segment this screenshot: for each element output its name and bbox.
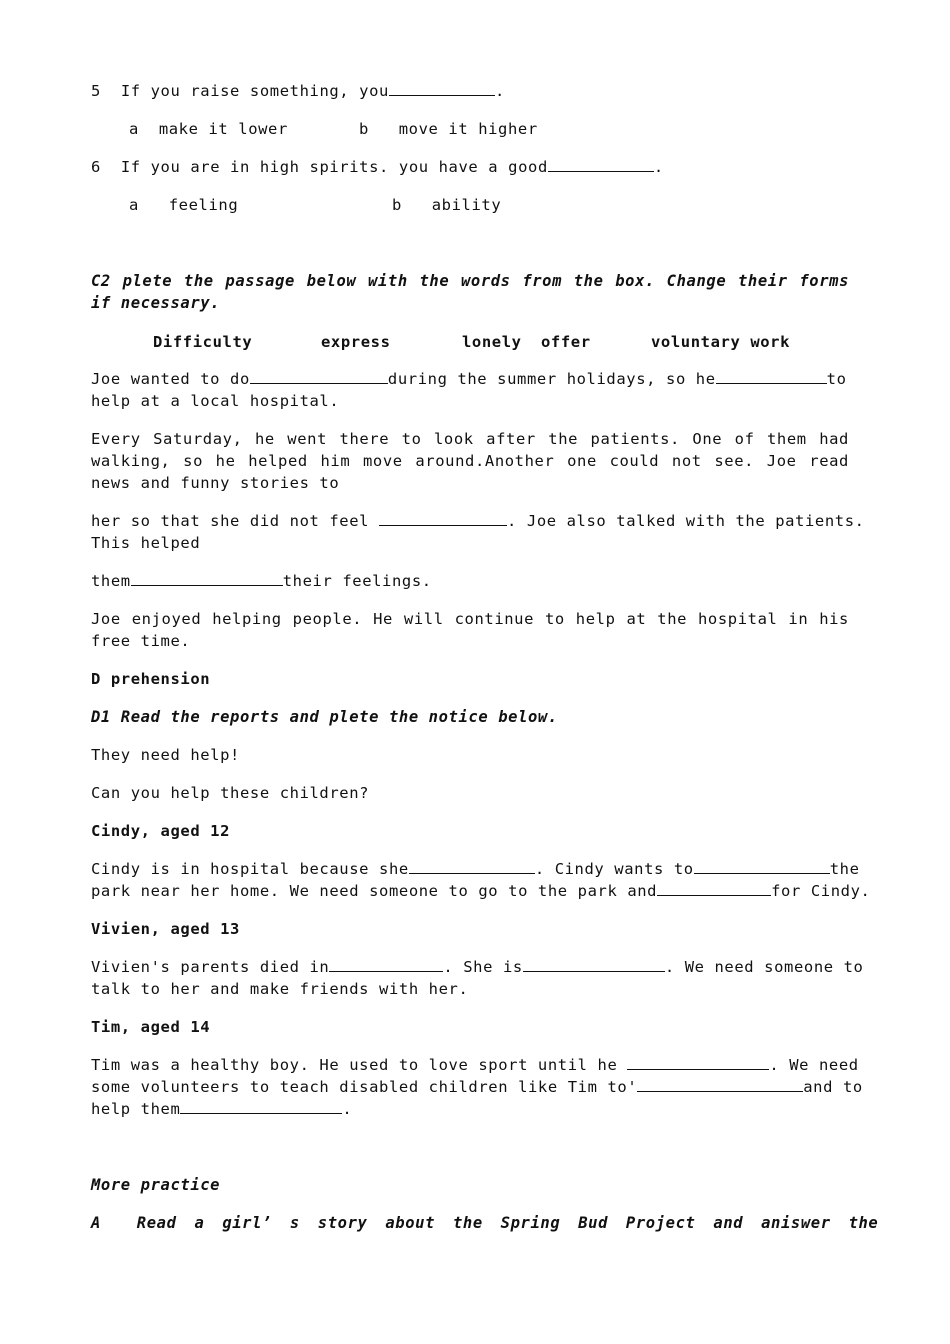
punctuation: . [494,82,505,100]
passage-line [91,510,865,532]
answer-blank[interactable] [329,956,443,972]
answer-blank[interactable] [250,368,388,384]
answer-blank[interactable] [180,1098,342,1114]
text: . She is [443,958,523,976]
question-text: If you are in high spirits. you have a good [120,158,548,176]
option-label: a [129,120,139,138]
question-6 [91,156,849,178]
section-d-heading: D prehension [91,670,211,688]
answer-blank[interactable] [627,1054,769,1070]
report-line [91,1054,859,1076]
d1-instruction: D1 Read the reports and plete the notice below. [91,708,558,726]
text: . We need someone to [664,958,864,976]
text: . [342,1100,353,1118]
more-practice-heading: More practice [91,1176,221,1194]
question-number: 5 [91,82,101,100]
answer-blank[interactable] [657,880,771,896]
text: . We need [769,1056,859,1074]
text: them [91,572,131,590]
text: help them [91,1100,181,1118]
report-line [91,1098,849,1120]
question-text: If you raise something, you [120,82,389,100]
q6-option-b[interactable] [392,194,501,216]
text: her so that she did not feel [91,512,380,530]
answer-blank[interactable] [389,80,495,96]
report-name-tim: Tim, aged 14 [91,1018,211,1036]
box-word: Difficulty [153,333,253,351]
report-line [91,880,871,902]
question-number: 6 [91,158,101,176]
text: and to [803,1078,863,1096]
text: some volunteers to teach disabled children like Tim to' [91,1078,638,1096]
notice-title: They need help! [91,746,240,764]
text: . Joe also talked with the patients. [507,512,865,530]
report-line [91,858,860,880]
notice-subtitle: Can you help these children? [91,784,370,802]
box-word: offer [541,333,591,351]
report-line [91,1076,863,1098]
report-line [91,956,864,978]
text: Vivien's parents died in [91,958,330,976]
answer-blank[interactable] [716,368,827,384]
answer-blank[interactable] [379,510,507,526]
answer-blank[interactable] [409,858,535,874]
text: . Cindy wants to [534,860,694,878]
box-word: voluntary work [651,333,791,351]
box-word: express [321,333,391,351]
report-name-cindy: Cindy, aged 12 [91,822,231,840]
text: during the summer holidays, so he [387,370,716,388]
answer-blank[interactable] [523,956,665,972]
text: park near her home. We need someone to go to the park and [91,882,658,900]
report-name-vivien: Vivien, aged 13 [91,920,240,938]
text: Tim was a healthy boy. He used to love sport until he [91,1056,628,1074]
passage-paragraph: Every Saturday, he went there to look after the patients. One of them had walking, so he helped him move around.Another one could not see. Joe read news and funny stories to [91,430,849,492]
answer-blank[interactable] [694,858,830,874]
text: to [826,370,847,388]
answer-blank[interactable] [131,570,283,586]
passage-line [91,368,849,390]
q5-option-b[interactable] [359,118,538,140]
option-label: a [129,196,139,214]
option-label: b [392,196,402,214]
option-text: make it lower [158,120,288,138]
passage-line: This helped [91,534,201,552]
passage-paragraph: Joe enjoyed helping people. He will continue to help at the hospital in his free time. [91,610,849,650]
question-5 [91,80,849,102]
text: the [829,860,860,878]
answer-blank[interactable] [637,1076,803,1092]
passage-line [91,570,849,592]
box-word: lonely [462,333,522,351]
option-text: feeling [168,196,239,214]
report-line: talk to her and make friends with her. [91,980,469,998]
q5-option-a[interactable] [129,118,288,140]
option-text: ability [431,196,502,214]
text: for Cindy. [771,882,871,900]
passage-line: help at a local hospital. [91,392,340,410]
q6-option-a[interactable] [129,194,238,216]
text: their feelings. [282,572,432,590]
option-text: move it higher [398,120,538,138]
text: Joe wanted to do [91,370,250,388]
option-label: b [359,120,369,138]
text: Cindy is in hospital because she [91,860,409,878]
more-practice-instruction: A Read a girl’ s story about the Spring Bud Project and aniswer the [91,1214,879,1232]
answer-blank[interactable] [548,156,654,172]
c2-instruction: C2 plete the passage below with the words from the box. Change their forms if necessary. [91,272,849,312]
punctuation: . [653,158,664,176]
